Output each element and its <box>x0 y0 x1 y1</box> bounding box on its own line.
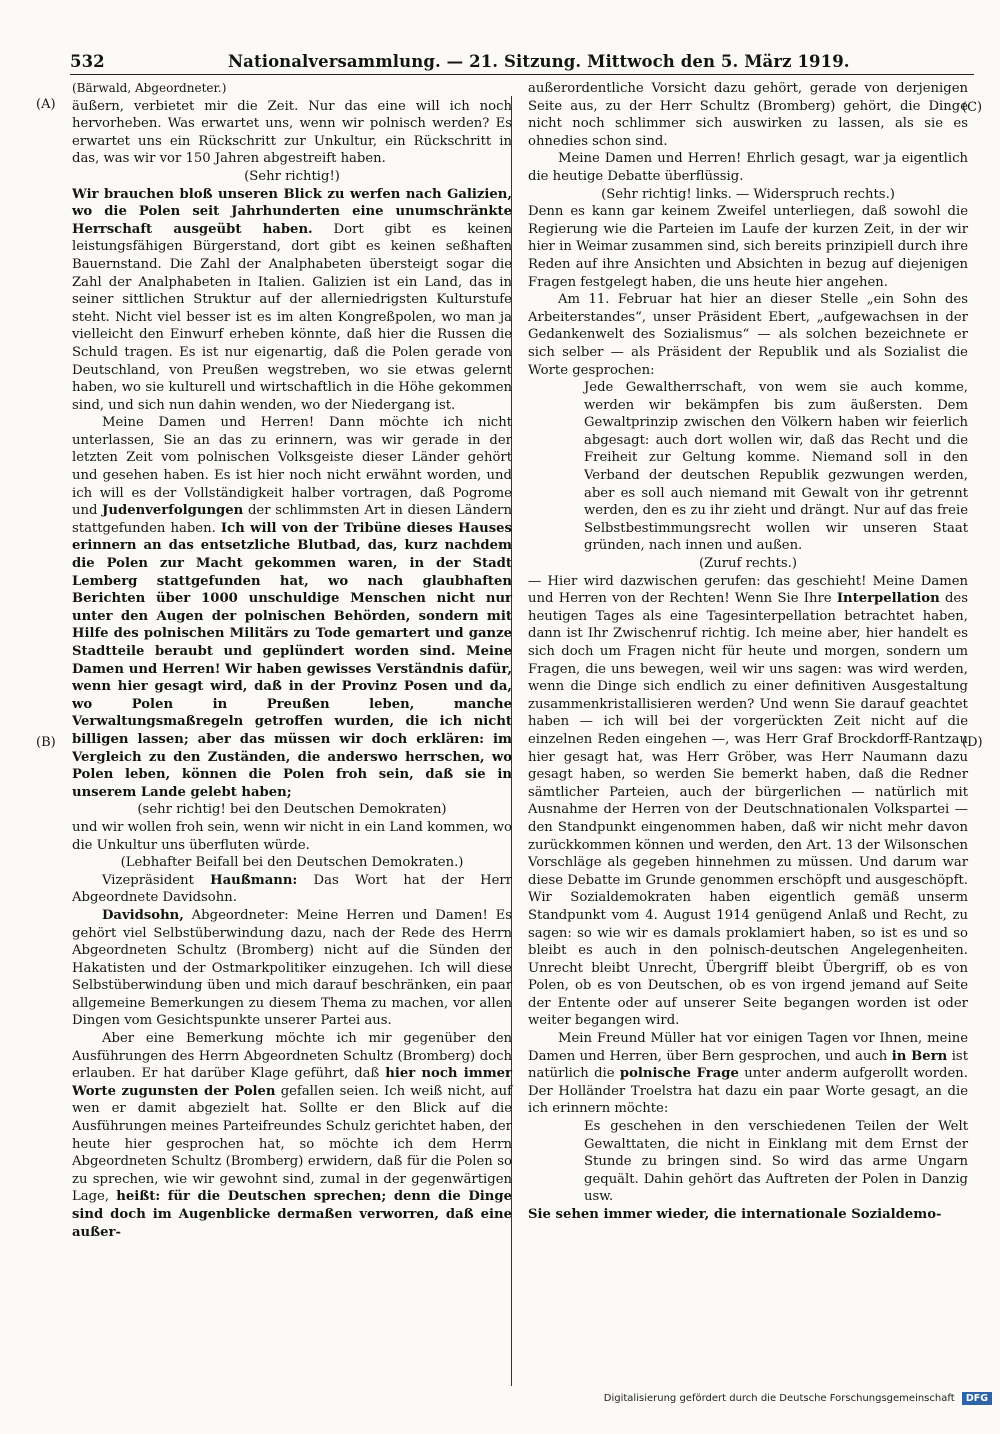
interjection: (Sehr richtig!) <box>244 168 340 184</box>
paragraph: Denn es kann gar keinem Zweifel unterliegen, daß sowohl die Regierung wie die Parteien im Laufe der kurzen Zeit, in der wir hier in Weimar zusammen sind, sich bereits prinzipiell durch ihre Reden auf ihre Ansichten und Absichten in bezug auf diejenigen Fragen festgelegt haben, die uns heute hier angehen. <box>528 204 968 290</box>
paragraph <box>72 186 512 415</box>
paragraph <box>528 573 968 1030</box>
text-run: der schlimmsten Art in diesen Ländern stattgefunden haben. <box>72 503 512 536</box>
bold-phrase: Judenverfolgungen <box>102 503 244 519</box>
interjection: (Zuruf rechts.) <box>698 556 798 572</box>
bold-phrase: Wir brauchen bloß unseren Blick zu werfen nach Galizien, wo die Polen seit Jahrhunderten eine unumschränkte Herrschaft ausgeübt haben. <box>72 186 512 237</box>
margin-marker-a: (A) <box>36 97 56 112</box>
paragraph <box>72 907 512 1030</box>
paragraph: Meine Damen und Herren! Ehrlich gesagt, war ja eigentlich die heutige Debatte überflüssig. <box>528 151 968 184</box>
text-run: Vizepräsident <box>102 872 194 888</box>
text-run: gefallen seien. Ich weiß nicht, auf wen er damit abgezielt hat. Sollte er den Blick auf die Ausführungen meines Parteifreundes Schulz gerichtet haben, der heute hier gesprochen hat, so möchte ich dem Herrn Abgeordneten Schultz (Bromberg) erwidern, daß für die Polen so zu sprechen, wie wir gewohnt sind, zumal in der gegenwärtigen Lage, <box>72 1083 513 1205</box>
paragraph <box>528 1030 968 1118</box>
right-column <box>528 80 968 1224</box>
paragraph: außerordentliche Vorsicht dazu gehört, gerade von derjenigen Seite aus, zu der Herr Schultz (Bromberg) gehört, die Dinge nicht noch schlimmer sich auswirken zu lassen, als sie es ohnedies schon sind. <box>528 81 968 149</box>
left-column <box>72 80 512 1241</box>
text-run: — Hier wird dazwischen gerufen: das geschieht! Meine Damen und Herren von der Rechten! Wenn Sie Ihre <box>528 573 968 607</box>
interjection: (sehr richtig! bei den Deutschen Demokraten) <box>137 802 447 818</box>
margin-marker-b: (B) <box>36 735 56 750</box>
text-run: Aber eine Bemerkung möchte ich mir gegenüber den Ausführungen des Herrn Abgeordneten Schultz (Bromberg) doch erlauben. Er hat darüber Klage geführt, daß <box>72 1031 512 1082</box>
bold-phrase: Ich will von der Tribüne dieses Hauses erinnern an das entsetzliche Blutbad, das, kurz nachdem die Polen zur Macht gekommen waren, in der Stadt Lemberg stattgefunden hat, wo nach glaubhaften Berichten über 1000 unschuldige Menschen nicht nur unter den Augen der polnischen Behörden, sondern mit Hilfe des polnischen Militärs zu Tode gemartert und ganze Stadtteile beraubt und geplündert worden sind. Meine Damen und Herren! <box>72 520 512 677</box>
bold-phrase: heißt: für die Deutschen sprechen; denn die Dinge sind doch im Augenblicke dermaßen verworren, daß eine außer- <box>72 1189 512 1240</box>
speaker-name: Davidsohn, <box>102 907 184 923</box>
bold-phrase: Sie sehen immer wieder, die internationale Sozialdemo- <box>528 1207 942 1222</box>
bold-phrase: polnische Frage <box>619 1066 739 1082</box>
text-run: Meine Damen und Herren! Dann möchte ich nicht unterlassen, Sie an das zu erinnern, was wir gerade in der letzten Zeit vom polnischen Volksgeiste dieser Länder gehört und gesehen haben. Es ist hier noch nicht erwähnt worden, und ich will es der Vollständigkeit halber vortragen, daß Pogrome und <box>72 415 512 519</box>
paragraph <box>72 872 512 907</box>
block-quote: Es geschehen in den verschiedenen Teilen der Welt Gewalttaten, die nicht in Einklang mit dem Ernst der Stunde zu bringen sind. So wird das arme Ungarn gequält. Dahin gehört das Auftreten der Polen in Danzig usw. <box>584 1119 968 1205</box>
footer-text: Digitalisierung gefördert durch die Deutsche Forschungsgemeinschaft <box>603 1393 955 1404</box>
running-title: Nationalversammlung. — 21. Sitzung. Mittwoch den 5. März 1919. <box>228 52 850 71</box>
digitization-footer <box>604 1392 992 1405</box>
text-run: unter anderm aufgerollt worden. Der Holländer Troelstra hat dazu ein paar Worte gesagt, an die ich erinnern möchte: <box>528 1066 968 1117</box>
bold-phrase: Worte zugunsten der Polen <box>72 1083 276 1099</box>
paragraph: Am 11. Februar hat hier an dieser Stelle „ein Sohn des Arbeiterstandes“, unser Präsident Ebert, „aufgewachsen in der Gedankenwelt des Sozialismus“ — als solchen bezeichnete er sich selber — als Präsident der Republik und als Sozialist die Worte gesprochen: <box>528 292 968 378</box>
text-run: Mein Freund Müller hat vor einigen Tagen vor Ihnen, meine Damen und Herren, über Bern gesprochen, und auch <box>528 1031 968 1064</box>
page-number: 532 <box>70 52 105 71</box>
text-run: ist natürlich die <box>528 1048 968 1082</box>
interjection: (Sehr richtig! links. — Widerspruch rechts.) <box>601 186 895 202</box>
text-run: Abgeordneter: Meine Herren und Damen! Es gehört viel Selbstüberwindung dazu, nach der Rede des Herrn Abgeordneten Schultz (Bromberg) nicht auf die Sünden der Hakatisten und der Ostmarkpolitiker einzugehen. Ich will diese Selbstüberwindung üben und mich darauf beschränken, ein paar allgemeine Bemerkungen zu diesem Thema zu machen, vor allen Dingen vom Gesichtspunkte unserer Partei aus. <box>72 907 512 1029</box>
paragraph: äußern, verbietet mir die Zeit. Nur das eine will ich noch hervorheben. Was erwartet uns, wenn wir polnisch werden? Es erwartet uns ein Rückschritt zur Unkultur, ein Rückschritt in das, was wir vor 150 Jahren abgestreift haben. <box>72 98 512 167</box>
margin-marker-c: (C) <box>962 100 983 115</box>
paragraph <box>72 414 512 801</box>
bold-phrase: Wir haben gewisses Verständnis dafür, wenn hier gesagt wird, daß in der Provinz Posen und da, wo Polen in Preußen leben, manche Verwaltungsmaßregeln getroffen wurden, die ich nicht billigen lassen; aber das müssen wir doch erklären: im Vergleich zu den Zuständen, die anderswo herrschen, wo Polen leben, können die Polen froh sein, daß sie in unserem Lande gelebt haben; <box>72 661 512 800</box>
text-run: Dort gibt es keinen leistungsfähigen Bürgerstand, dort gibt es keinen seßhaften Bauernstand. Die Zahl der Analphabeten übersteigt sogar die Zahl der Analphabeten in Italien. Galizien ist ein Land, das in seiner sittlichen Struktur auf der allerniedrigsten Kulturstufe steht. Nicht viel besser ist es im alten Kongreßpolen, wo man ja vielleicht den Einwurf erheben könnte, daß hier die Russen die Schuld tragen. Es ist nur eigenartig, daß die Polen gerade von Deutschland, von Preußen wegstreben, wo sie etwas gelernt haben, wo sie kulturell und wirtschaftlich in die Höhe gekommen sind, und sich nun dahin wenden, wo der Niedergang ist. <box>72 221 512 413</box>
paragraph: und wir wollen froh sein, wenn wir nicht in ein Land kommen, wo die Unkultur uns überfluten würde. <box>72 819 512 853</box>
bold-phrase: hier noch immer <box>385 1066 512 1082</box>
dfg-logo: DFG <box>962 1392 992 1405</box>
speaker-caption: (Bärwald, Abgeordneter.) <box>72 81 227 95</box>
paragraph <box>528 1206 968 1224</box>
speaker-name: Haußmann: <box>210 872 298 888</box>
block-quote: Jede Gewaltherrschaft, von wem sie auch komme, werden wir bekämpfen bis zum äußersten. Dem Gewaltprinzip zwischen den Völkern haben wir feierlich abgesagt: auch dort wollen wir, daß das Recht und die Freiheit zur Geltung komme. Niemand soll in den Verband der deutschen Republik gezwungen werden, aber es soll auch niemand mit Gewalt von ihr getrennt werden, den es zu ihr zieht und drängt. Nur auf das freie Selbstbestimmungsrecht wollen wir unseren Staat gründen, nach innen und außen. <box>584 380 968 554</box>
page-header <box>70 50 974 75</box>
text-run: des heutigen Tages als eine Tagesinterpellation betrachtet haben, dann ist Ihr Zwischenruf richtig. Ich meine aber, hier handelt es sich doch um Fragen nicht für heute und morgen, sondern um Fragen, die uns bewegen, weil wir uns sagen: was wird werden, wenn die Dinge sich endlich zu einer definitiven Ausgestaltung zusammenkristallisieren werden? Und wenn Sie darauf geachtet haben — ich will bei der vorgerückten Zeit nicht auf die einzelnen Reden eingehen —, was Herr Graf Brockdorff-Rantzau hier gesagt hat, was Herr Gröber, was Herr Naumann dazu gesagt haben, so werden Sie bemerkt haben, daß die Redner sämtlicher Parteien, auch der bürgerlichen — natürlich mit Ausnahme der Herren von der Deutschnationalen Volkspartei — den Standpunkt eingenommen haben, daß wir nicht mehr davon zurückkommen können und werden, den Art. 13 der Wilsonschen Vorschläge als gegeben hinnehmen zu müssen. Und darum war diese Debatte im Grunde genommen erschöpft und ausgeschöpft. Wir Sozialdemokraten haben eigentlich gemäß unserm Standpunkt vom 4. August 1914 genügend Anlaß und Recht, zu sagen: so wie wir es damals proklamiert haben, so ist es und so bleibt es auch in den polnisch-deutschen Angelegenheiten. Unrecht bleibt Unrecht, Übergriff bleibt Übergriff, ob es von Polen, ob es von Deutschen, ob es von irgend jemand auf Seite der Entente oder auf unserer Seite begangen worden ist oder weiter begangen wird. <box>528 591 968 1029</box>
bold-phrase: in Bern <box>891 1048 948 1064</box>
paragraph <box>72 1030 512 1241</box>
text-run: Das Wort hat der Herr Abgeordnete Davidsohn. <box>72 872 512 906</box>
margin-marker-d: (D) <box>962 735 983 750</box>
bold-phrase: Interpellation <box>836 591 940 607</box>
interjection: (Lebhafter Beifall bei den Deutschen Demokraten.) <box>120 855 464 871</box>
